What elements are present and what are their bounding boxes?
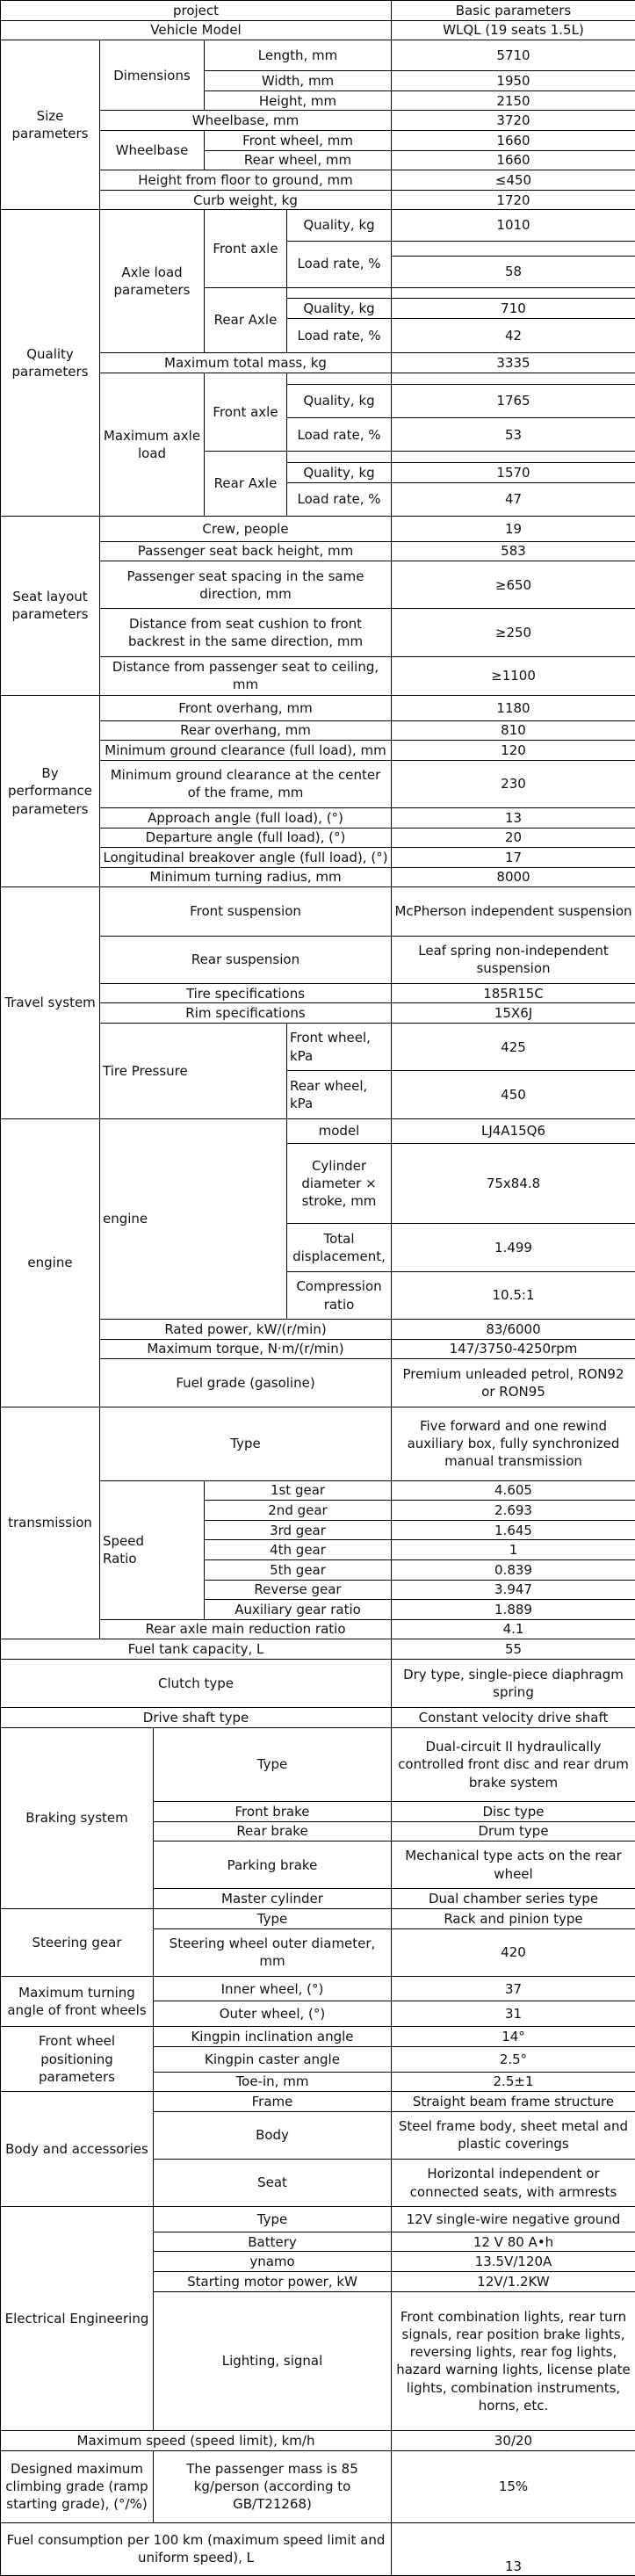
body-label: Body (154, 2111, 392, 2159)
gear-auxiliary-value: 1.889 (392, 1600, 635, 1620)
kingpin-caster-value: 2.5° (392, 2046, 635, 2072)
toe-in-label: Toe-in, mm (154, 2072, 392, 2092)
max-front-rate-value: 53 (392, 418, 635, 452)
gear-reverse-value: 3.947 (392, 1580, 635, 1600)
gear-reverse-label: Reverse gear (205, 1580, 392, 1600)
ratio-label: Ratio (103, 1551, 137, 1567)
gear-3rd-label: 3rd gear (205, 1520, 392, 1540)
table-row (1, 40, 635, 71)
steering-type-value: Rack and pinion type (392, 1908, 635, 1928)
dynamo-label: ynamo (154, 2252, 392, 2272)
axle-front-quality-label: Quality, kg (287, 210, 392, 241)
max-rear-rate-label: Load rate, % (287, 482, 392, 516)
climbing-value: 15% (392, 2450, 635, 2522)
displacement-value: 1.499 (392, 1223, 635, 1271)
wheelbase-label: Wheelbase, mm (100, 111, 392, 131)
seat-spacing-value: ≥650 (392, 561, 635, 609)
rear-axle-ratio-value: 4.1 (392, 1619, 635, 1639)
compression-label: Compression ratio (287, 1271, 392, 1319)
header-project: project (1, 1, 392, 21)
steering-type-label: Type (154, 1908, 392, 1928)
empty-cell (392, 452, 635, 463)
gear-1st-value: 4.605 (392, 1480, 635, 1501)
front-wheel-kpa-label: Front wheel, kPa (287, 1024, 392, 1071)
gear-auxiliary-label: Auxiliary gear ratio (205, 1600, 392, 1620)
body-section-label: Body and accessories (1, 2092, 154, 2207)
table-row (1, 1660, 635, 1708)
size-section-label: Size parameters (1, 40, 100, 210)
empty-cell (287, 452, 392, 463)
fuel-grade-label: Fuel grade (gasoline) (100, 1359, 392, 1407)
table-row (1, 2450, 635, 2522)
curb-weight-value: 1720 (392, 190, 635, 210)
rear-suspension-label: Rear suspension (100, 936, 392, 983)
length-value: 5710 (392, 40, 635, 71)
axle-rear-quality-label: Quality, kg (287, 299, 392, 319)
engine-group-label: engine (100, 1118, 287, 1320)
tire-spec-value: 185R15C (392, 983, 635, 1003)
height-value: 2150 (392, 90, 635, 111)
fuel-grade-value: Premium unleaded petrol, RON92 or RON95 (392, 1359, 635, 1407)
gear-1st-label: 1st gear (205, 1480, 392, 1501)
rated-power-value: 83/6000 (392, 1320, 635, 1340)
gear-4th-label: 4th gear (205, 1540, 392, 1560)
vehicle-model-value: WLQL (19 seats 1.5L) (392, 20, 635, 40)
center-clearance-label: Minimum ground clearance at the center of the frame, mm (100, 760, 392, 807)
rear-axle-ratio-label: Rear axle main reduction ratio (100, 1619, 392, 1639)
drive-shaft-label: Drive shaft type (1, 1708, 392, 1728)
wheelbase-value: 3720 (392, 111, 635, 131)
empty-cell (287, 373, 392, 384)
seat-type-label: Seat (154, 2159, 392, 2206)
fuel-consumption-value: 13 (392, 2522, 635, 2575)
seat-spacing-label: Passenger seat spacing in the same direction, mm (100, 561, 392, 609)
table-row (1, 1118, 635, 1144)
displacement-label: Total displacement, (287, 1223, 392, 1271)
max-front-axle-label: Front axle (205, 373, 287, 451)
axle-front-rate-value: 58 (392, 256, 635, 287)
frame-value: Straight beam frame structure (392, 2092, 635, 2112)
electrical-section-label: Electrical Engineering (1, 2207, 154, 2431)
table-row (1, 1976, 635, 2001)
axle-front-rate-label: Load rate, % (287, 241, 392, 287)
quality-section-label: Quality parameters (1, 210, 100, 516)
rear-wheel-kpa-label: Rear wheel, kPa (287, 1071, 392, 1118)
curb-weight-label: Curb weight, kg (100, 190, 392, 210)
empty-cell (392, 241, 635, 256)
clutch-label: Clutch type (1, 1660, 392, 1708)
axle-rear-axle-label: Rear Axle (205, 287, 287, 353)
center-clearance-value: 230 (392, 760, 635, 807)
max-rear-quality-label: Quality, kg (287, 463, 392, 483)
max-rear-quality-value: 1570 (392, 463, 635, 483)
rear-wheel-kpa-value: 450 (392, 1071, 635, 1118)
starter-motor-label: Starting motor power, kW (154, 2272, 392, 2292)
turning-angle-section-label: Maximum turning angle of front wheels (1, 1976, 154, 2026)
gear-2nd-value: 2.693 (392, 1501, 635, 1521)
front-wheel-label: Front wheel, mm (205, 131, 392, 151)
header-row (1, 1, 635, 21)
brake-type-label: Type (154, 1727, 392, 1801)
table-row (1, 2092, 635, 2112)
vehicle-model-label: Vehicle Model (1, 20, 392, 40)
departure-angle-label: Departure angle (full load), (°) (100, 828, 392, 848)
kingpin-inclination-value: 14° (392, 2027, 635, 2047)
axle-front-axle-label: Front axle (205, 210, 287, 287)
rear-suspension-value: Leaf spring non-independent suspension (392, 936, 635, 983)
engine-section-label: engine (1, 1118, 100, 1407)
electrical-type-value: 12V single-wire negative ground (392, 2207, 635, 2232)
max-front-rate-label: Load rate, % (287, 418, 392, 452)
table-row (1, 2522, 635, 2575)
transmission-type-value: Five forward and one rewind auxiliary box, fully synchronized manual transmission (392, 1407, 635, 1480)
turning-radius-label: Minimum turning radius, mm (100, 867, 392, 887)
breakover-angle-label: Longitudinal breakover angle (full load), (°) (100, 848, 392, 868)
max-rear-axle-label: Rear Axle (205, 452, 287, 517)
gear-5th-label: 5th gear (205, 1560, 392, 1581)
floor-height-label: Height from floor to ground, mm (100, 170, 392, 191)
axle-rear-rate-value: 42 (392, 319, 635, 353)
tire-spec-label: Tire specifications (100, 983, 392, 1003)
max-speed-value: 30/20 (392, 2431, 635, 2451)
table-row (1, 2207, 635, 2232)
steering-wheel-diameter-value: 420 (392, 1928, 635, 1976)
front-suspension-label: Front suspension (100, 887, 392, 936)
gear-4th-value: 1 (392, 1540, 635, 1560)
lighting-label: Lighting, signal (154, 2291, 392, 2430)
min-clearance-value: 120 (392, 741, 635, 761)
dynamo-value: 13.5V/120A (392, 2252, 635, 2272)
fuel-consumption-label: Fuel consumption per 100 km (maximum speed limit and uniform speed), L (1, 2522, 392, 2575)
table-row (1, 695, 635, 720)
parking-brake-value: Mechanical type acts on the rear wheel (392, 1842, 635, 1889)
bore-stroke-label: Cylinder diameter × stroke, mm (287, 1144, 392, 1223)
transmission-type-label: Type (100, 1407, 392, 1480)
empty-cell (287, 287, 392, 299)
front-wheel-kpa-value: 425 (392, 1024, 635, 1071)
starter-motor-value: 12V/1.2KW (392, 2272, 635, 2292)
toe-in-value: 2.5±1 (392, 2072, 635, 2092)
outer-wheel-label: Outer wheel, (°) (154, 2001, 392, 2027)
width-label: Width, mm (205, 71, 392, 91)
approach-angle-value: 13 (392, 807, 635, 828)
body-value: Steel frame body, sheet metal and plastic coverings (392, 2111, 635, 2159)
seat-type-value: Horizontal independent or connected seats, with armrests (392, 2159, 635, 2206)
gear-3rd-value: 1.645 (392, 1520, 635, 1540)
empty-cell (392, 373, 635, 384)
front-overhang-value: 1180 (392, 695, 635, 720)
max-rear-rate-value: 47 (392, 482, 635, 516)
seat-section-label: Seat layout parameters (1, 516, 100, 695)
axle-rear-quality-value: 710 (392, 299, 635, 319)
max-speed-label: Maximum speed (speed limit), km/h (1, 2431, 392, 2451)
table-row (1, 2431, 635, 2451)
back-height-label: Passenger seat back height, mm (100, 541, 392, 561)
axle-front-quality-value: 1010 (392, 210, 635, 241)
table-row (1, 887, 635, 936)
empty-cell (392, 287, 635, 299)
table-row (1, 1727, 635, 1801)
axle-load-label: Axle load parameters (100, 210, 205, 353)
height-label: Height, mm (205, 90, 392, 111)
max-torque-value: 147/3750-4250rpm (392, 1339, 635, 1359)
climbing-note: The passenger mass is 85 kg/person (according to GB/T21268) (154, 2450, 392, 2522)
kingpin-inclination-label: Kingpin inclination angle (154, 2027, 392, 2047)
battery-value: 12 V 80 A•h (392, 2232, 635, 2252)
max-total-mass-value: 3335 (392, 353, 635, 373)
crew-value: 19 (392, 516, 635, 541)
max-front-quality-value: 1765 (392, 384, 635, 417)
gear-2nd-label: 2nd gear (205, 1501, 392, 1521)
engine-model-label: model (287, 1118, 392, 1144)
cushion-distance-label: Distance from seat cushion to front backrest in the same direction, mm (100, 609, 392, 656)
table-row (1, 2027, 635, 2047)
transmission-section-label: transmission (1, 1407, 100, 1639)
speed-ratio-label (100, 1480, 205, 1619)
frame-label: Frame (154, 2092, 392, 2112)
lighting-value: Front combination lights, rear turn signals, rear position brake lights, reversing lights, rear fog lights, hazard warning lights, license plate lights, combination instruments, horns, etc. (392, 2291, 635, 2430)
master-cylinder-label: Master cylinder (154, 1889, 392, 1909)
front-suspension-value: McPherson independent suspension (392, 887, 635, 936)
bore-stroke-value: 75x84.8 (392, 1144, 635, 1223)
outer-wheel-value: 31 (392, 2001, 635, 2027)
front-wheel-value: 1660 (392, 131, 635, 151)
ceiling-distance-value: ≥1100 (392, 656, 635, 695)
table-row (1, 1708, 635, 1728)
floor-height-value: ≤450 (392, 170, 635, 191)
dimensions-label: Dimensions (100, 40, 205, 111)
steering-section-label: Steering gear (1, 1908, 154, 1976)
cushion-distance-value: ≥250 (392, 609, 635, 656)
speed-label: Speed (103, 1532, 145, 1549)
min-clearance-label: Minimum ground clearance (full load), mm (100, 741, 392, 761)
drive-shaft-value: Constant velocity drive shaft (392, 1708, 635, 1728)
engine-model-value: LJ4A15Q6 (392, 1118, 635, 1144)
compression-value: 10.5:1 (392, 1271, 635, 1319)
max-total-mass-label: Maximum total mass, kg (100, 353, 392, 373)
rear-overhang-label: Rear overhang, mm (100, 720, 392, 741)
rated-power-label: Rated power, kW/(r/min) (100, 1320, 392, 1340)
table-row (1, 210, 635, 241)
axle-rear-rate-label: Load rate, % (287, 319, 392, 353)
front-brake-label: Front brake (154, 1801, 392, 1821)
table-row (1, 516, 635, 541)
table-row (1, 1407, 635, 1480)
performance-section-label: By performance parameters (1, 695, 100, 887)
braking-section-label: Braking system (1, 1727, 154, 1908)
climbing-label: Designed maximum climbing grade (ramp starting grade), (°/%) (1, 2450, 154, 2522)
fuel-tank-value: 55 (392, 1639, 635, 1660)
tire-pressure-label: Tire Pressure (100, 1024, 287, 1118)
brake-type-value: Dual-circuit II hydraulically controlled front disc and rear drum brake system (392, 1727, 635, 1801)
turning-radius-value: 8000 (392, 867, 635, 887)
master-cylinder-value: Dual chamber series type (392, 1889, 635, 1909)
table-row (1, 20, 635, 40)
crew-label: Crew, people (100, 516, 392, 541)
fuel-tank-label: Fuel tank capacity, L (1, 1639, 392, 1660)
clutch-value: Dry type, single-piece diaphragm spring (392, 1660, 635, 1708)
back-height-value: 583 (392, 541, 635, 561)
rim-spec-value: 15X6J (392, 1003, 635, 1024)
width-value: 1950 (392, 71, 635, 91)
wheelbase-group-label: Wheelbase (100, 131, 205, 170)
rear-brake-label: Rear brake (154, 1821, 392, 1842)
approach-angle-label: Approach angle (full load), (°) (100, 807, 392, 828)
table-row (1, 1639, 635, 1660)
inner-wheel-value: 37 (392, 1976, 635, 2001)
departure-angle-value: 20 (392, 828, 635, 848)
table-row (1, 1908, 635, 1928)
gear-5th-value: 0.839 (392, 1560, 635, 1581)
kingpin-caster-label: Kingpin caster angle (154, 2046, 392, 2072)
positioning-section-label: Front wheel positioning parameters (1, 2027, 154, 2092)
inner-wheel-label: Inner wheel, (°) (154, 1976, 392, 2001)
max-torque-label: Maximum torque, N·m/(r/min) (100, 1339, 392, 1359)
header-basic-parameters: Basic parameters (392, 1, 635, 21)
rear-brake-value: Drum type (392, 1821, 635, 1842)
front-overhang-label: Front overhang, mm (100, 695, 392, 720)
electrical-type-label: Type (154, 2207, 392, 2232)
travel-section-label: Travel system (1, 887, 100, 1118)
front-brake-value: Disc type (392, 1801, 635, 1821)
rear-wheel-label: Rear wheel, mm (205, 150, 392, 170)
battery-label: Battery (154, 2232, 392, 2252)
max-front-quality-label: Quality, kg (287, 384, 392, 417)
parking-brake-label: Parking brake (154, 1842, 392, 1889)
steering-wheel-diameter-label: Steering wheel outer diameter, mm (154, 1928, 392, 1976)
max-axle-load-label: Maximum axle load (100, 373, 205, 516)
length-label: Length, mm (205, 40, 392, 71)
ceiling-distance-label: Distance from passenger seat to ceiling, mm (100, 656, 392, 695)
rim-spec-label: Rim specifications (100, 1003, 392, 1024)
rear-wheel-value: 1660 (392, 150, 635, 170)
rear-overhang-value: 810 (392, 720, 635, 741)
breakover-angle-value: 17 (392, 848, 635, 868)
